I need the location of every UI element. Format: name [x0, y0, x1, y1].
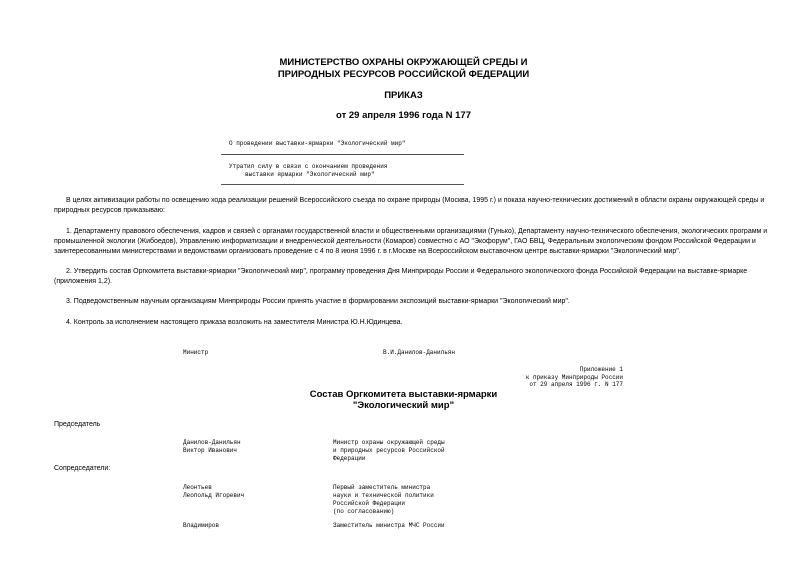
member-1-position-line2: и природных ресурсов Российской	[333, 447, 445, 454]
ministry-title-line1: МИНИСТЕРСТВО ОХРАНЫ ОКРУЖАЮЩЕЙ СРЕДЫ И	[279, 57, 528, 68]
member-3-position-line1: Заместитель министра МЧС России	[333, 522, 445, 529]
member-2-position-line1: Первый заместитель министра	[333, 484, 431, 491]
order-item-1: 1. Департаменту правового обеспечения, кадров и связей с органами государственной власти и общественными организациями (Гунько), Департаменту научно-технического обеспечения, экологических программ и промышленной экологии (Жибоедов), Управлению информатизации и внедренческой деятельности (Комаров) совместно с АО "Экофорум", ГАО БВЦ, Федеральным экологическим фондом Российской Федерации и заинтересованными министерствами и ведомствами организовать проведение с 4 по 8 июня 1996 г. в г.Москве на Всероссийском выставочном центре выставки-ярмарки "Экологический мир".	[54, 228, 768, 255]
document-type: ПРИКАЗ	[384, 90, 423, 101]
cochairs-label: Сопредседатели:	[54, 465, 111, 472]
member-2-position-line4: (по согласованию)	[333, 508, 395, 515]
status-note-line2: выставки ярмарки "Экологический мир"	[245, 171, 375, 178]
member-1-name-line2: Виктор Иванович	[183, 447, 238, 454]
subject-title: О проведении выставки-ярмарки "Экологический мир"	[229, 140, 406, 147]
status-note-line1: Утратил силу в связи с окончанием проведения	[229, 163, 388, 170]
signature-role: Министр	[183, 349, 209, 356]
member-2-position-line3: Российской Федерации	[333, 500, 406, 507]
member-2-name-line2: Леопольд Игоревич	[183, 492, 245, 499]
member-1-position-line3: Федерации	[333, 455, 366, 462]
member-1-position-line1: Министр охраны окружающей среды	[333, 439, 445, 446]
intro-paragraph: В целях активизации работы по освещению хода реализации решений Всероссийского съезда по охране природы (Москва, 1995 г.) и показа научно-технических достижений в области охраны окружающей среды и природных ресурсов приказываю:	[54, 197, 765, 214]
member-2-position-line2: науки и технической политики	[333, 492, 434, 499]
document-date-number: от 29 апреля 1996 года N 177	[336, 110, 471, 121]
order-item-3: 3. Подведомственным научным организациям Минприроды России принять участие в формировании экспозиций выставки-ярмарки "Экологический мир".	[66, 298, 570, 305]
member-2-name-line1: Леонтьев	[183, 484, 212, 491]
appendix-title-line1: Состав Оргкомитета выставки-ярмарки	[309, 389, 498, 400]
appendix-title-line2: "Экологический мир"	[352, 400, 455, 411]
appendix-ref-line3: от 29 апреля 1996 г. N 177	[529, 381, 623, 388]
order-item-4: 4. Контроль за исполнением настоящего приказа возложить на заместителя Министра Ю.Н.Юдинцева.	[66, 319, 403, 326]
appendix-ref-line1: Приложение 1	[579, 366, 623, 373]
member-3-name-line1: Владимиров	[183, 522, 220, 529]
subject-divider-top	[221, 154, 464, 155]
chairman-label: Председатель	[54, 421, 101, 428]
member-1-name-line1: Данилов-Данильян	[183, 439, 241, 446]
appendix-ref-line2: к приказу Минприроды России	[525, 373, 623, 381]
order-item-2: 2. Утвердить состав Оргкомитета выставки-ярмарки "Экологический мир", программу проведения Дня Минприроды России и Федерального экологического фонда Российской Федерации на выставке-ярмарке (приложения 1,2).	[54, 268, 748, 285]
subject-divider-bottom	[221, 184, 464, 185]
signature-name: В.И.Данилов-Данильян	[383, 349, 456, 356]
ministry-title-line2: ПРИРОДНЫХ РЕСУРСОВ РОССИЙСКОЙ ФЕДЕРАЦИИ	[277, 69, 530, 80]
